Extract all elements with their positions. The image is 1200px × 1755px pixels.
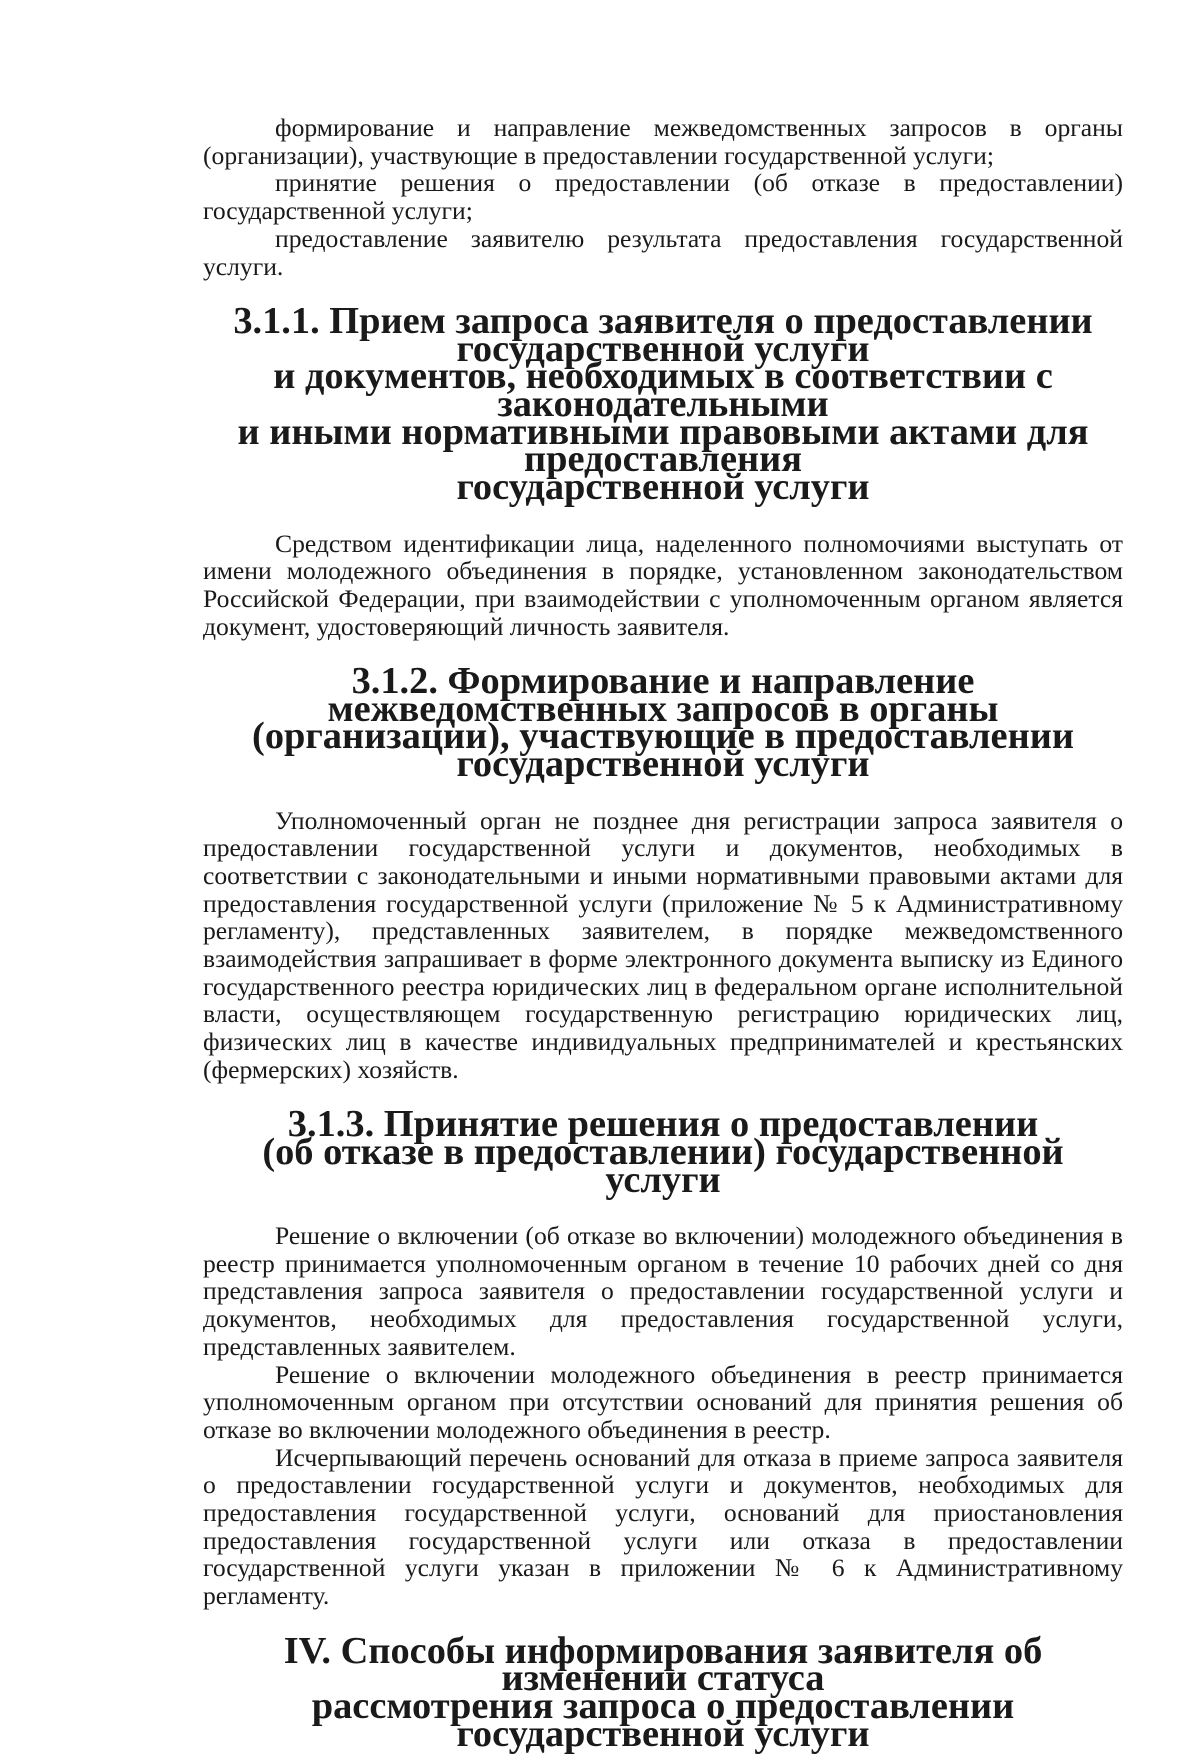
section-3-1-2-paragraph: Уполномоченный орган не позднее дня регистрации запроса заявителя о предоставлении государственной услуги и документов, необходимых в соответствии с законодательными и иными нормативными правовыми актами для предоставления государственной услуги (приложение № 5 к Административному регламенту), представленных заявителем, в порядке межведомственного взаимодействия запрашивает в форме электронного документа выписку из Единого государственного реестра юридических лиц в федеральном органе исполнительной власти, осуществляющем государственную регистрацию юридических лиц, физических лиц в качестве индивидуальных предпринимателей и крестьянских (фермерских) хозяйств. <box>203 805 1123 1084</box>
intro-item-decision: принятие решения о предоставлении (об отказе в предоставлении) государственной услуги; <box>203 168 1123 226</box>
intro-item-result: предоставление заявителю результата предоставления государственной услуги. <box>203 223 1123 281</box>
section-3-1-3-paragraph-inclusion: Решение о включении молодежного объединения в реестр принимается уполномоченным органом при отсутствии оснований для принятия решения об отказе во включении молодежного объединения в реестр. <box>203 1359 1123 1444</box>
section-3-1-2-heading: 3.1.2. Формирование и направление межведомственных запросов в органы (организации), участвующие в предоставлении государственной услуги <box>252 660 1074 786</box>
section-3-1-3-heading: 3.1.3. Принятие решения о предоставлении (об отказе в предоставлении) государственной услуги <box>262 1103 1064 1201</box>
section-3-1-3-paragraph-grounds: Исчерпывающий перечень оснований для отказа в приеме запроса заявителя о предоставлении государственной услуги и документов, необходимых для предоставления государственной услуги, оснований для приостановления предоставления государственной услуги или отказа в предоставлении государственной услуги указан в приложении № 6 к Административному регламенту. <box>203 1442 1123 1611</box>
section-3-1-1-heading: 3.1.1. Прием запроса заявителя о предоставлении государственной услуги и документов, необходимых в соответствии с законодательными и иными нормативными правовыми актами для предоставления государственной услуги <box>233 299 1093 509</box>
section-3-1-3-paragraph-decision-term: Решение о включении (об отказе во включении) молодежного объединения в реестр принимается уполномоченным органом в течение 10 рабочих дней со дня представления запроса заявителя о предоставлении государственной услуги и документов, необходимых для предоставления государственной услуги, представленных заявителем. <box>203 1221 1123 1361</box>
document-page <box>203 113 1123 1755</box>
intro-item-interagency-requests: формирование и направление межведомственных запросов в органы (организации), участвующие в предоставлении государственной услуги; <box>203 113 1123 170</box>
section-3-1-1-paragraph: Средством идентификации лица, наделенного полномочиями выступать от имени молодежного объединения в порядке, установленном законодательством Российской Федерации, при взаимодействии с уполномоченным органом является документ, удостоверяющий личность заявителя. <box>203 528 1123 641</box>
section-iv-heading: IV. Способы информирования заявителя об изменении статуса рассмотрения запроса о предоставлении государственной услуги <box>283 1629 1043 1755</box>
